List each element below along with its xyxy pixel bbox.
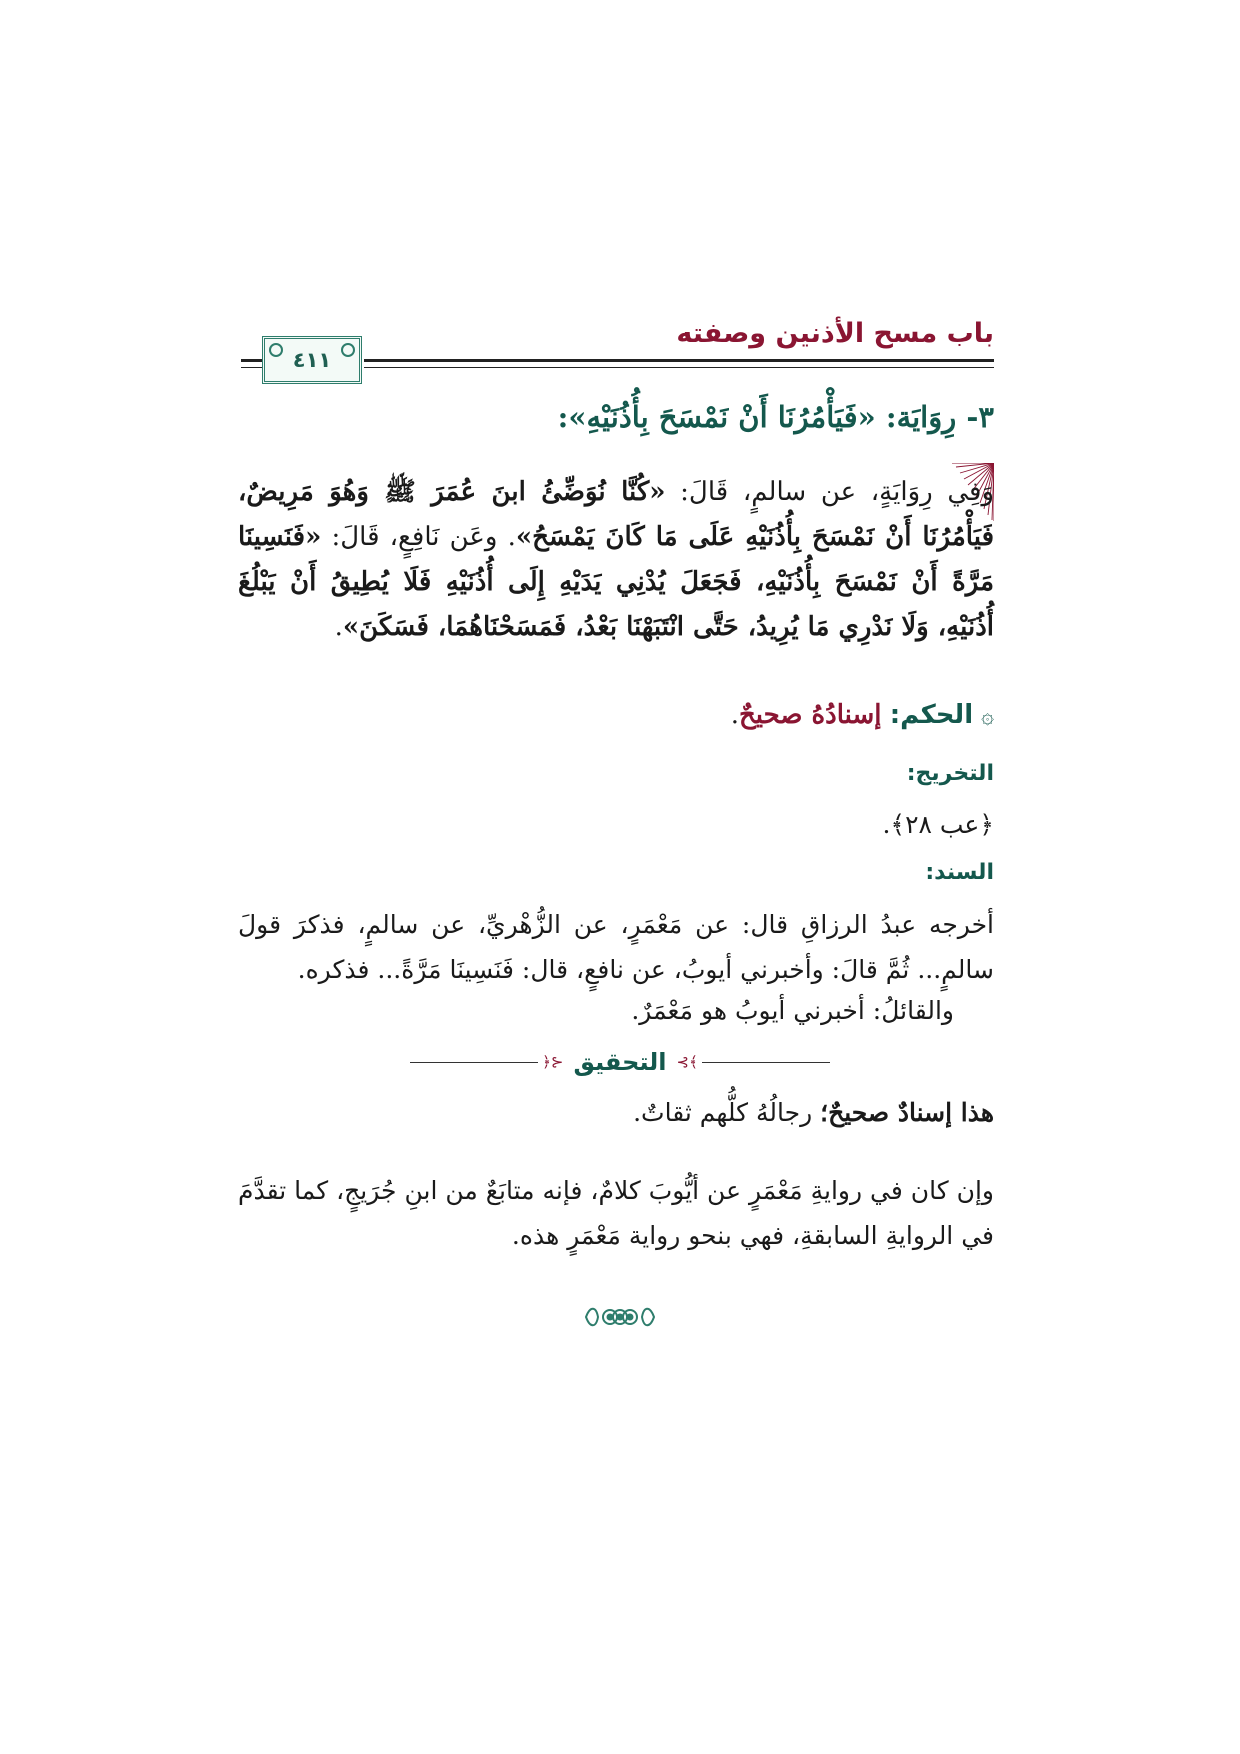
page-number-frame — [262, 336, 362, 384]
sanad-paragraph: أخرجه عبدُ الرزاقِ قال: عن مَعْمَرٍ، عن الزُّهْريِّ، عن سالمٍ، فذكرَ قولَ سالمٍ... ثُمَّ قالَ: وأخبرني أيوبُ، عن نافعٍ، قال: فَنَسِينَا مَرَّةً... فذكره. — [238, 910, 994, 984]
hadith-paragraph — [238, 470, 994, 650]
flourish-icon: ⊰﴿ — [542, 1053, 564, 1071]
verdict-rest: رجالُهُ كلُّهم ثقاتٌ. — [633, 1098, 821, 1127]
hadith-quote: «كُنَّا نُوَضِّئُ ابنَ عُمَرَ ﷺ وَهُوَ مَرِيضٌ، فَيَأْمُرُنَا أَنْ نَمْسَحَ بِأُذُنَيْهِ عَلَى مَا كَانَ يَمْسَحُ» — [238, 477, 994, 552]
page-number: ٤١١ — [292, 348, 332, 372]
ruling-line — [234, 700, 994, 730]
tahqiq-label: التحقيق — [573, 1048, 667, 1076]
header-rule — [364, 367, 994, 368]
note-paragraph: وإن كان في روايةِ مَعْمَرٍ عن أيُّوبَ كلامٌ، فإنه متابَعٌ من ابنِ جُرَيجٍ، كما تقدَّمَ في الروايةِ السابقةِ، فهي بنحو رواية مَعْمَرٍ هذه. — [238, 1176, 994, 1250]
tahqiq-divider — [410, 1047, 830, 1077]
divider-line — [702, 1062, 830, 1063]
sanad-note: والقائلُ: أخبرني أيوبُ هو مَعْمَرٌ. — [631, 996, 954, 1025]
hadith-quote: «فَنَسِينَا مَرَّةً أَنْ نَمْسَحَ بِأُذُنَيْهِ، فَجَعَلَ يُدْنِي يَدَيْهِ إِلَى أُذُنَيْهِ فَلَا يُطِيقُ أَنْ يَبْلُغَ أُذُنَيْهِ، وَلَا نَدْرِي مَا يُرِيدُ، حَتَّى انْتَبَهْنَا بَعْدُ، فَمَسَحْنَاهُمَا، فَسَكَنَ» — [238, 522, 994, 642]
ruling-end: . — [730, 700, 739, 730]
flourish-icon: ﴾⊱ — [676, 1053, 698, 1071]
ruling-label: الحكم: — [889, 700, 974, 730]
verdict-bold: هذا إسنادٌ صحيحٌ؛ — [820, 1098, 994, 1127]
takhrij-text: ﴿عب ٢٨﴾. — [882, 810, 994, 839]
hadith-intro: وَفِي رِوَايَةٍ، عن سالمٍ، قَالَ: — [665, 477, 995, 507]
section-heading — [234, 400, 994, 434]
section-heading-text: رِوَايَة: «فَيَأْمُرُنَا أَنْ نَمْسَحَ بِأُذُنَيْهِ»: — [557, 400, 957, 434]
divider-line — [410, 1062, 538, 1063]
sanad-heading: السند: — [925, 860, 994, 885]
ruling-ornament-icon: ۞ — [981, 704, 994, 729]
chapter-title: باب مسح الأذنين وصفته — [676, 318, 994, 349]
header-rule — [241, 367, 262, 368]
section-number: ٣- — [966, 400, 994, 434]
header-rule — [364, 359, 994, 362]
takhrij-heading: التخريج: — [906, 761, 994, 786]
hadith-end: . — [334, 612, 343, 642]
end-ornament-icon — [580, 1302, 660, 1332]
header-rule — [241, 359, 262, 362]
ruling-value: إسنادُهُ صحيحٌ — [738, 700, 882, 730]
verdict-line — [633, 1098, 994, 1127]
hadith-connector: . وعَن نَافِعٍ، قَالَ: — [321, 522, 516, 552]
